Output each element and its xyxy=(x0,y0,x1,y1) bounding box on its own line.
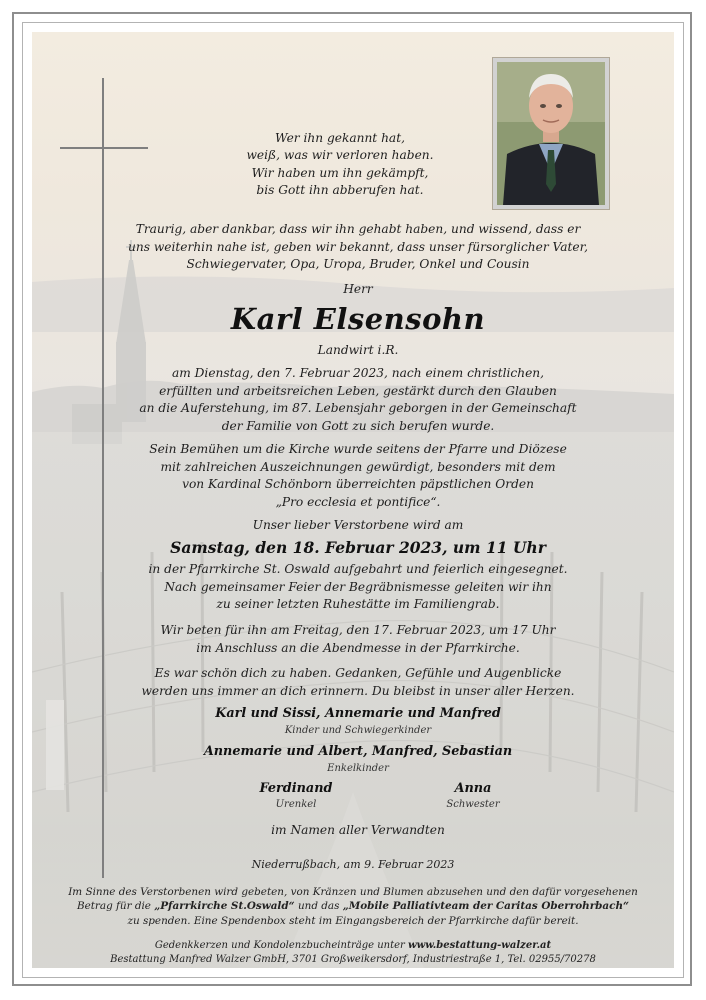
donation-church: „Pfarrkirche St.Oswald“ xyxy=(154,900,295,913)
footer-address: Bestattung Manfred Walzer GmbH, 3701 Großweikersdorf, Industriestraße 1, Tel. 02955/70278 xyxy=(110,953,596,965)
funeral-intro: Unser lieber Verstorbene wird am xyxy=(252,518,464,532)
occupation: Landwirt i.R. xyxy=(317,343,399,357)
farewell-text xyxy=(110,665,606,700)
farewell-line: Es war schön dich zu haben. Gedanken, Gefühle und Augenblicke xyxy=(154,666,562,680)
funeral-details-line: zu seiner letzten Ruhestätte im Familiengrab. xyxy=(216,597,500,612)
footer-condolence-text: Gedenkkerzen und Kondolenzbucheinträge unter xyxy=(154,940,408,951)
poem-line: Wir haben um ihn gekämpft, xyxy=(251,165,429,180)
intro-line: uns weiterhin nahe ist, geben wir bekannt, dass unser fürsorglicher Vater, xyxy=(128,239,588,254)
donation-line: Im Sinne des Verstorbenen wird gebeten, von Kränzen und Blumen abzusehen und den dafür vorgesehenen xyxy=(68,886,638,898)
footer xyxy=(60,939,646,966)
donation-line: zu spenden. Eine Spendenbox steht im Eingangsbereich der Pfarrkirche dafür bereit. xyxy=(127,914,579,927)
donation-text xyxy=(60,885,646,928)
death-notice-line: der Familie von Gott zu sich berufen wurde. xyxy=(221,418,495,433)
children-relation: Kinder und Schwiegerkinder xyxy=(284,725,432,736)
death-notice xyxy=(110,365,606,435)
merits-line: mit zahlreichen Auszeichnungen gewürdigt, besonders mit dem xyxy=(160,459,556,474)
intro-line: Traurig, aber dankbar, dass wir ihn gehabt haben, und wissend, dass er xyxy=(135,222,581,236)
cross-vertical-bar xyxy=(102,78,104,878)
poem-line: Wer ihn gekannt hat, xyxy=(275,131,405,145)
merits-line: „Pro ecclesia et pontifice“. xyxy=(275,494,441,509)
funeral-details-line: Nach gemeinsamer Feier der Begräbnismesse geleiten wir ihn xyxy=(164,579,552,594)
merits-line: von Kardinal Schönborn überreichten päpstlichen Orden xyxy=(182,477,534,492)
funeral-date: Samstag, den 18. Februar 2023, um 11 Uhr xyxy=(170,538,546,557)
relatives-line: im Namen aller Verwandten xyxy=(271,823,445,837)
sister-relation: Schwester xyxy=(446,799,500,810)
cross-horizontal-bar xyxy=(60,147,148,149)
donation-line xyxy=(60,899,646,913)
merits-text xyxy=(110,441,606,511)
donation-conjunction: und das xyxy=(294,900,343,913)
grandchildren-relation: Enkelkinder xyxy=(327,763,389,774)
deceased-name: Karl Elsensohn xyxy=(230,302,486,336)
death-notice-line: an die Auferstehung, im 87. Lebensjahr geborgen in der Gemeinschaft xyxy=(139,401,577,416)
footer-line xyxy=(60,939,646,953)
intro-line: Schwiegervater, Opa, Uropa, Bruder, Onkel und Cousin xyxy=(186,257,530,272)
death-notice-line: erfüllten und arbeitsreichen Leben, gestärkt durch den Glauben xyxy=(159,383,557,398)
great-grandchild-name: Ferdinand xyxy=(259,781,333,796)
donation-palliative-team: „Mobile Palliativteam der Caritas Oberrohrbach“ xyxy=(342,900,630,913)
salutation: Herr xyxy=(343,282,373,296)
portrait-photo xyxy=(492,57,610,210)
portrait-image xyxy=(497,62,605,205)
poem-line: bis Gott ihn abberufen hat. xyxy=(256,183,424,198)
great-grandchild-relation: Urenkel xyxy=(275,799,317,810)
donation-prefix: Betrag für die xyxy=(76,900,155,913)
poem-line: weiß, was wir verloren haben. xyxy=(246,148,434,163)
prayer-text xyxy=(110,622,606,657)
poem xyxy=(200,130,480,200)
death-notice-line: am Dienstag, den 7. Februar 2023, nach einem christlichen, xyxy=(171,366,545,380)
funeral-details-line: in der Pfarrkirche St. Oswald aufgebahrt und feierlich eingesegnet. xyxy=(148,562,568,576)
grandchildren-names: Annemarie und Albert, Manfred, Sebastian xyxy=(203,744,513,759)
funeral-details xyxy=(110,561,606,614)
prayer-line: Wir beten für ihn am Freitag, den 17. Februar 2023, um 17 Uhr xyxy=(160,623,556,637)
place-date: Niederrußbach, am 9. Februar 2023 xyxy=(251,858,455,871)
farewell-line: werden uns immer an dich erinnern. Du bleibst in unser aller Herzen. xyxy=(141,683,575,698)
prayer-line: im Anschluss an die Abendmesse in der Pfarrkirche. xyxy=(196,640,520,655)
merits-line: Sein Bemühen um die Kirche wurde seitens der Pfarre und Diözese xyxy=(149,442,567,456)
children-names: Karl und Sissi, Annemarie und Manfred xyxy=(215,706,501,721)
footer-website-link[interactable]: www.bestattung-walzer.at xyxy=(407,940,552,951)
sister-name: Anna xyxy=(454,781,492,796)
intro-text xyxy=(110,221,606,274)
